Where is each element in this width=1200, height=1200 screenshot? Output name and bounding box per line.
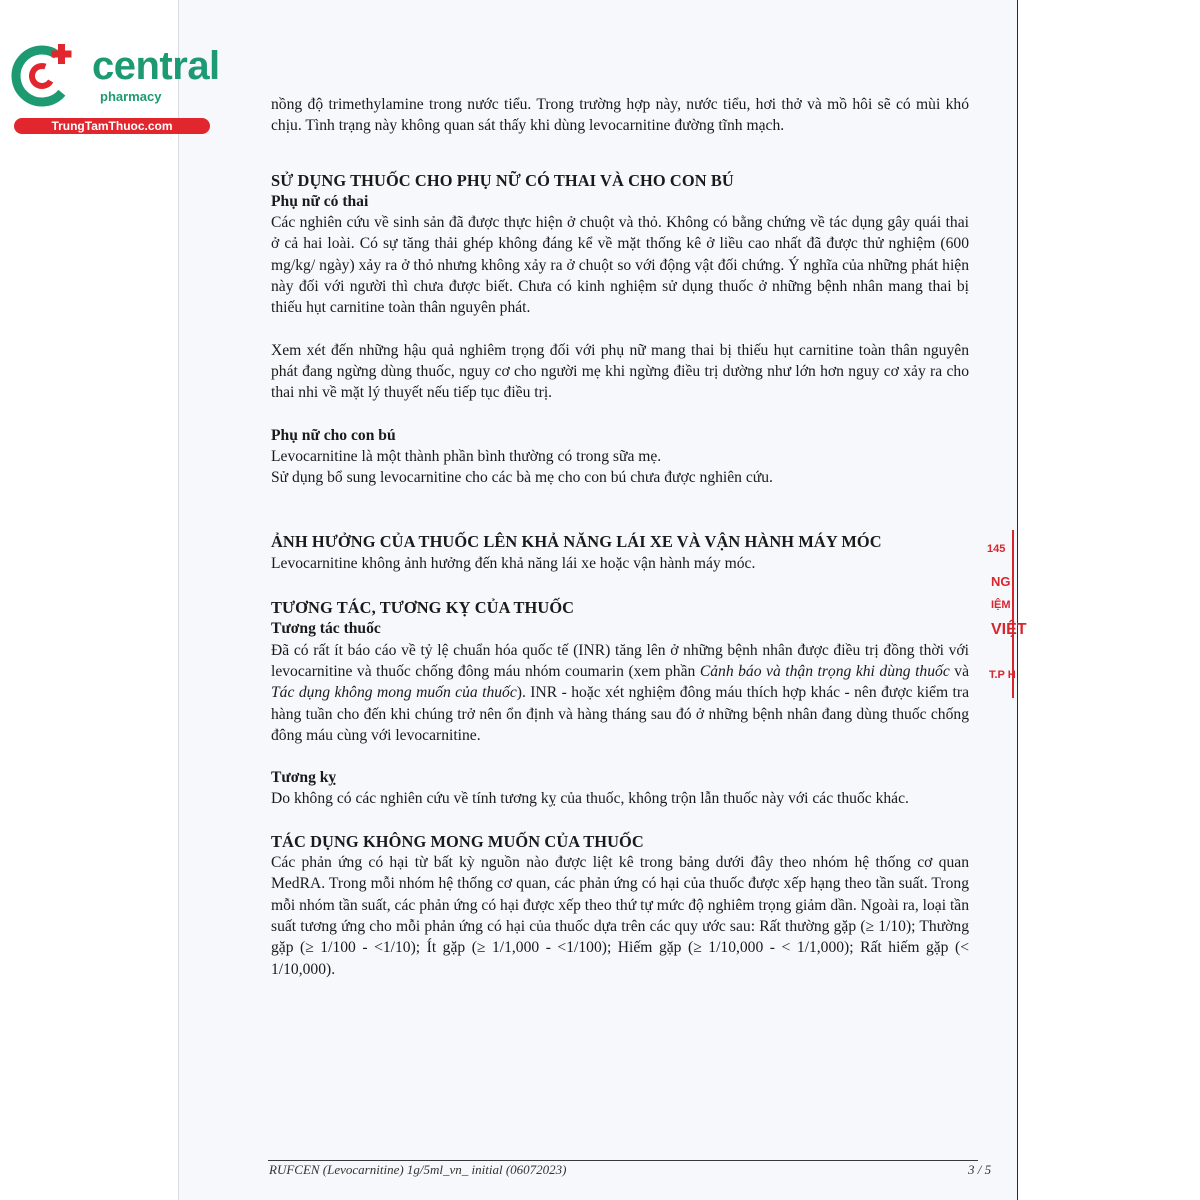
logo-website-link[interactable]: TrungTamThuoc.com xyxy=(14,118,210,134)
pharmacy-cross-logo-icon xyxy=(10,40,78,108)
section-heading-pregnancy-lactation: SỬ DỤNG THUỐC CHO PHỤ NỮ CÓ THAI VÀ CHO CON BÚ xyxy=(271,170,734,190)
adverse-effects-paragraph: Các phản ứng có hại từ bất kỳ nguồn nào được liệt kê trong bảng dưới đây theo nhóm hệ thống cơ quan MedRA. Trong mỗi nhóm hệ thống cơ quan, các phản ứng có hại của thuốc được xếp hạng theo tần suất. Trong mỗi nhóm tần suất, các phản ứng có hại được xếp theo thứ tự mức độ nghiêm trọng giảm dần. Ngoài ra, loại tần suất tương ứng cho mỗi phản ứng có hại của thuốc dựa trên các quy ước sau: Rất thường gặp (≥ 1/10); Thường gặp (≥ 1/100 - <1/10); Ít gặp (≥ 1/1,000 - <1/100); Hiếm gặp (≥ 1/10,000 - < 1/1,000); Rất hiếm gặp (< 1/10,000). xyxy=(271,854,969,978)
page-edge-left xyxy=(178,0,179,1200)
driving-paragraph: Levocarnitine không ảnh hưởng đến khả năng lái xe hoặc vận hành máy móc. xyxy=(271,554,756,572)
interactions-paragraph: Đã có rất ít báo cáo về tỷ lệ chuẩn hóa quốc tế (INR) tăng lên ở những bệnh nhân được điều trị đồng thời với levocarnitine và thuốc chống đông máu nhóm coumarin (xem phần Cảnh báo và thận trọng khi dùng thuốc và Tác dụng không mong muốn của thuốc). INR - hoặc xét nghiệm đông máu thích hợp khác - nên được kiểm tra hàng tuần cho đến khi chúng trở nên ổn định và hàng tháng sau đó ở những bệnh nhân đang dùng thuốc chống đông máu cùng với levocarnitine. xyxy=(271,641,969,744)
stamp-text-3: IỆM xyxy=(991,599,1011,611)
subheading-incompatibilities: Tương kỵ xyxy=(271,769,337,787)
stamp-text-2: NG xyxy=(991,574,1011,589)
reference-side-effects-section: Tác dụng không mong muốn của thuốc xyxy=(271,684,517,702)
official-stamp-fragment xyxy=(985,528,1027,700)
subheading-drug-interactions: Tương tác thuốc xyxy=(271,620,381,638)
section-heading-driving: ẢNH HƯỞNG CỦA THUỐC LÊN KHẢ NĂNG LÁI XE VÀ VẬN HÀNH MÁY MÓC xyxy=(271,532,882,552)
footer-divider xyxy=(268,1160,978,1161)
reference-warnings-section: Cảnh báo và thận trọng khi dùng thuốc xyxy=(699,662,950,680)
subheading-lactation: Phụ nữ cho con bú xyxy=(271,426,396,444)
subheading-pregnancy: Phụ nữ có thai xyxy=(271,192,369,210)
stamp-text-5: T.P H xyxy=(989,669,1016,681)
stamp-text-1: 145 xyxy=(987,543,1006,555)
central-pharmacy-logo[interactable] xyxy=(10,38,220,138)
footer-page-number: 3 / 5 xyxy=(968,1162,992,1177)
logo-brand-name: central xyxy=(92,44,220,88)
section-heading-adverse-effects: TÁC DỤNG KHÔNG MONG MUỐN CỦA THUỐC xyxy=(271,831,644,851)
footer-document-id: RUFCEN (Levocarnitine) 1g/5ml_vn_ initial (06072023) xyxy=(269,1162,567,1177)
lactation-paragraph-2: Sử dụng bổ sung levocarnitine cho các bà mẹ cho con bú chưa được nghiên cứu. xyxy=(271,469,773,487)
lactation-paragraph-1: Levocarnitine là một thành phần bình thường có trong sữa mẹ. xyxy=(271,447,662,465)
document-body xyxy=(271,94,969,980)
logo-brand-subtitle: pharmacy xyxy=(100,89,162,104)
pregnancy-paragraph: Các nghiên cứu về sinh sản đã được thực hiện ở chuột và thỏ. Không có bằng chứng về tác dụng gây quái thai ở cả hai loài. Có sự tăng thải ghép không đáng kể về mặt thống kê ở liều cao nhất đã được thử nghiệm (600 mg/kg/ ngày) xảy ra ở thỏ nhưng không xảy ra ở chuột so với động vật đối chứng. Ý nghĩa của những phát hiện này đối với người thì chưa được biết. Chưa có kinh nghiệm sử dụng thuốc ở những bệnh nhân mang thai bị thiếu hụt carnitine toàn thân nguyên phát. xyxy=(271,214,969,317)
intro-paragraph: nồng độ trimethylamine trong nước tiểu. Trong trường hợp này, nước tiểu, hơi thở và mồ hôi sẽ có mùi khó chịu. Tình trạng này không quan sát thấy khi dùng levocarnitine đường tĩnh mạch. xyxy=(271,96,969,135)
section-heading-interactions: TƯƠNG TÁC, TƯƠNG KỴ CỦA THUỐC xyxy=(271,598,575,618)
stamp-text-4: VIỆT xyxy=(991,621,1027,638)
incompatibilities-paragraph: Do không có các nghiên cứu về tính tương kỵ của thuốc, không trộn lẫn thuốc này với các thuốc khác. xyxy=(271,790,909,808)
pregnancy-risk-paragraph: Xem xét đến những hậu quả nghiêm trọng đối với phụ nữ mang thai bị thiếu hụt carnitine toàn thân nguyên phát đang ngừng dùng thuốc, nguy cơ cho người mẹ khi ngừng điều trị dường như lớn hơn nguy cơ xảy ra cho thai nhi về mặt lý thuyết nếu tiếp tục điều trị. xyxy=(271,341,969,402)
